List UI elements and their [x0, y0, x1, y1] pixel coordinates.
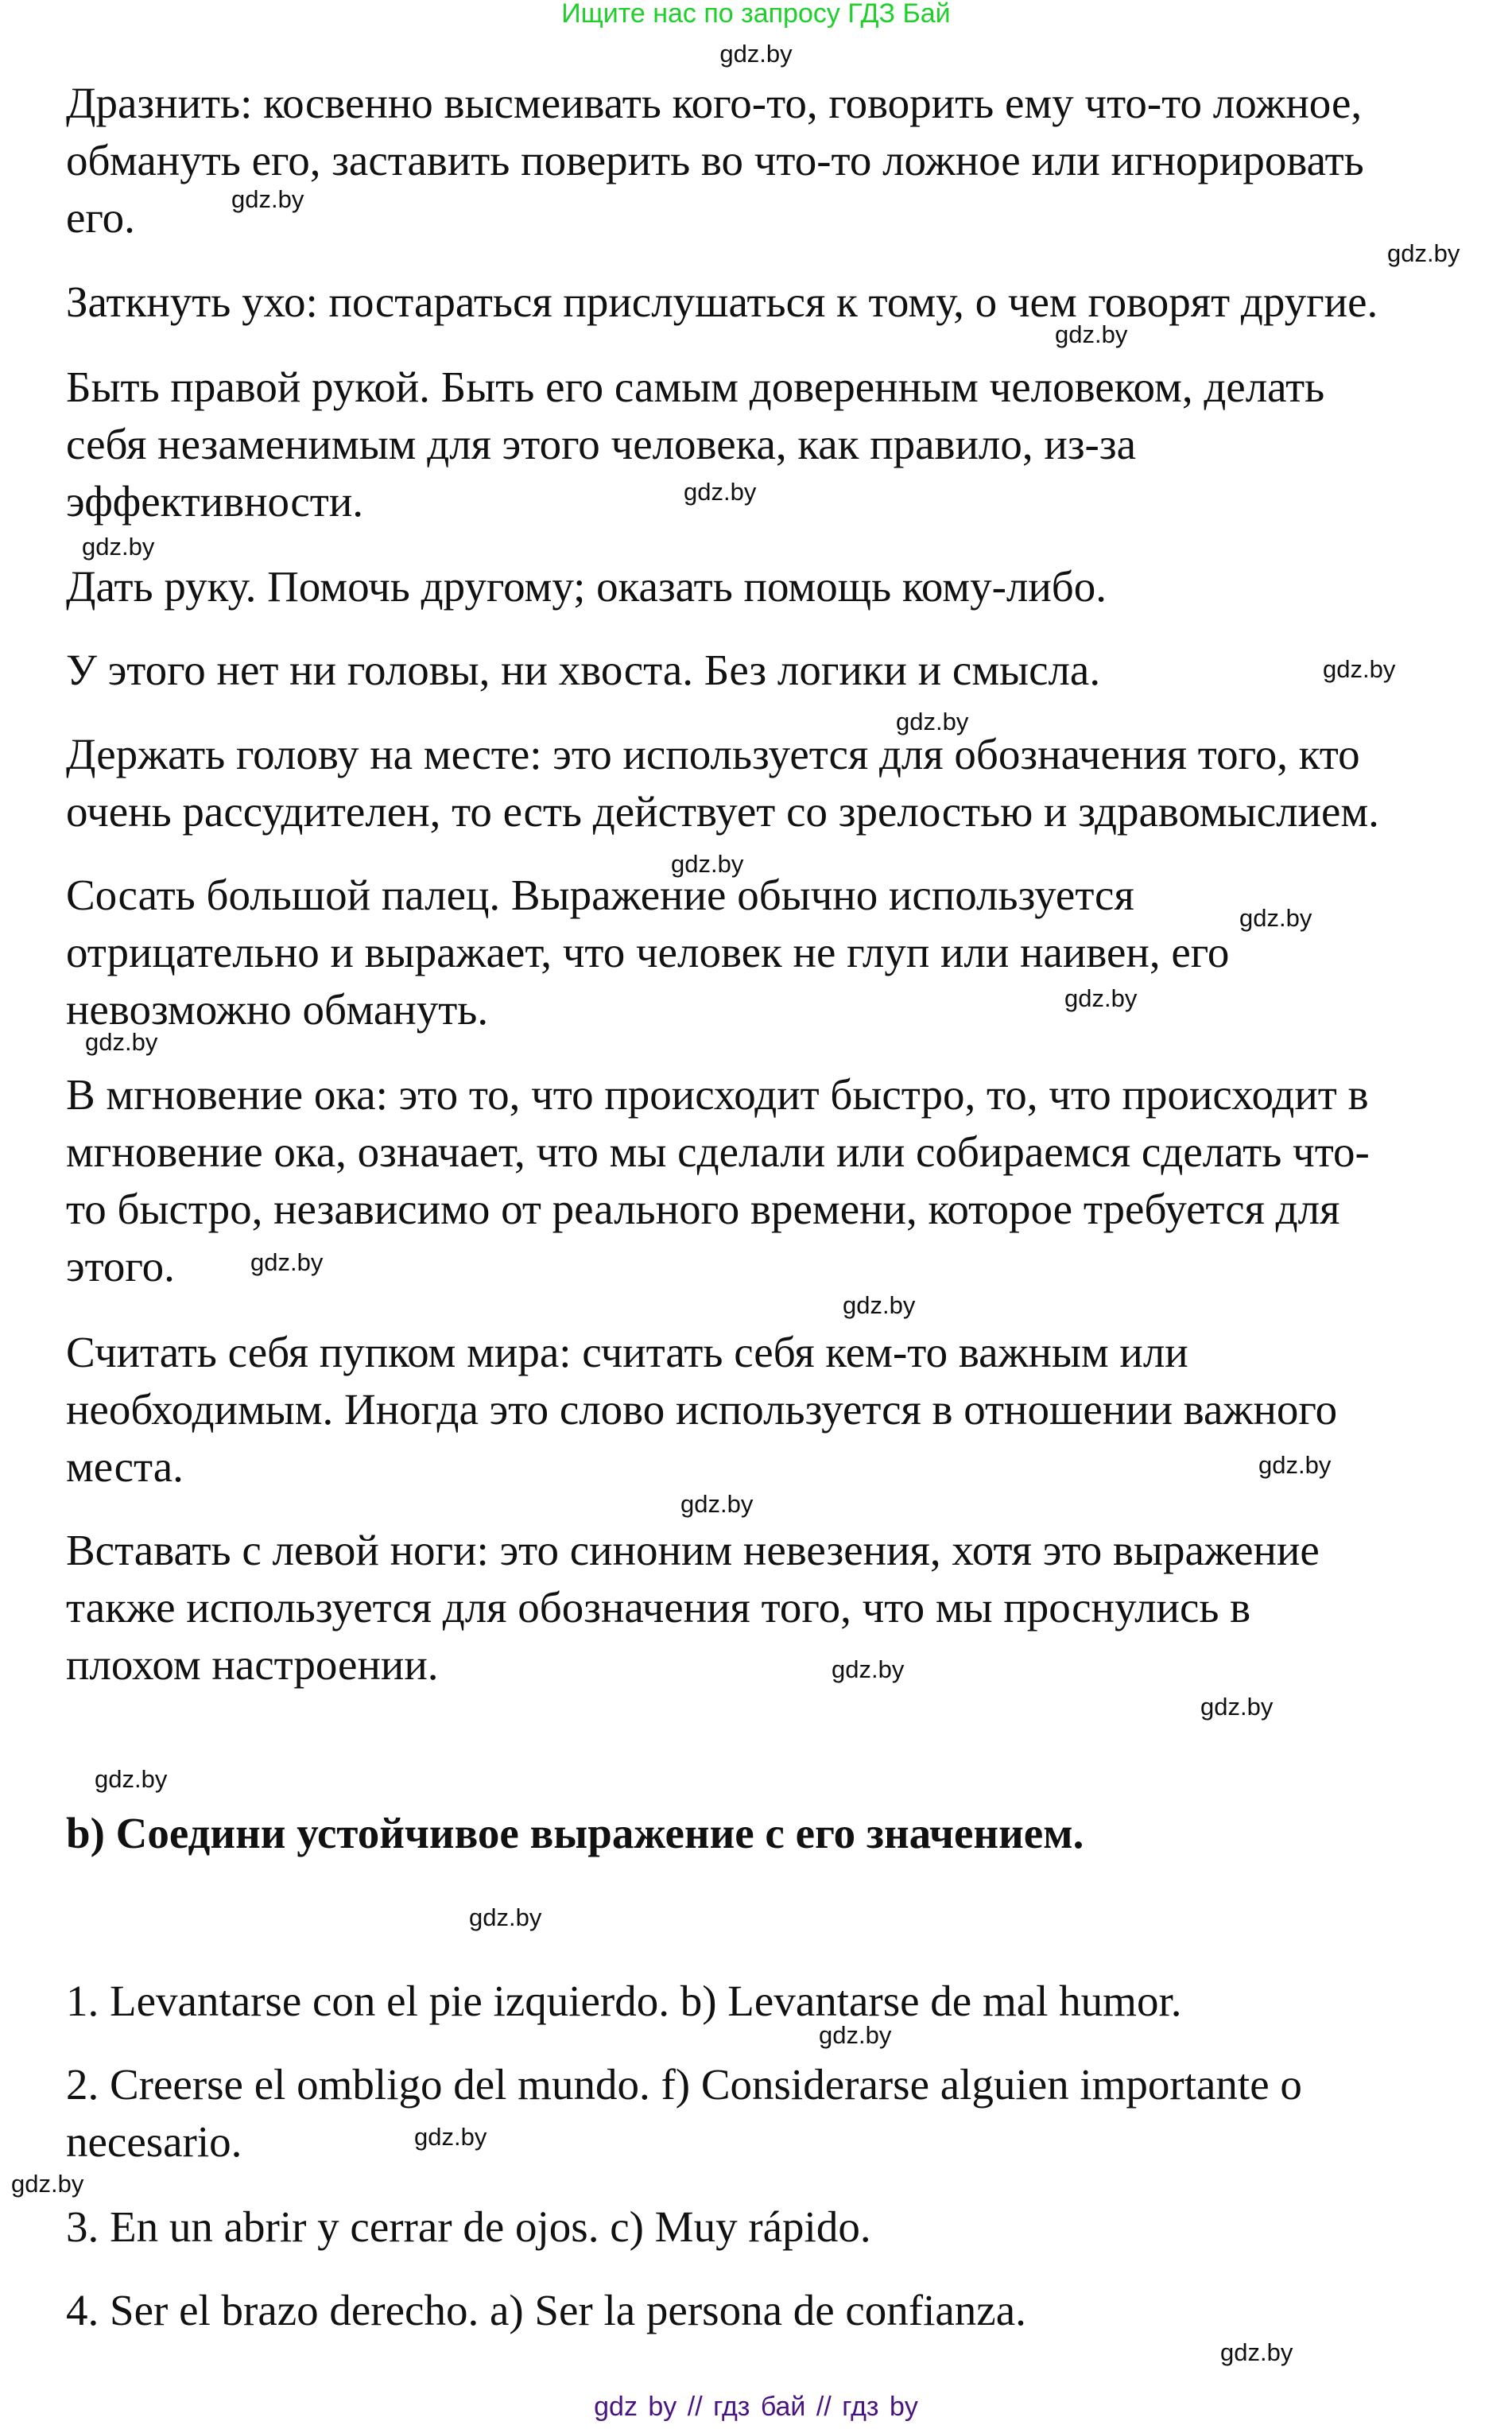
- text-line: Считать себя пупком мира: считать себя кем-то важным или: [66, 1328, 1188, 1376]
- text-line: Сосать большой палец. Выражение обычно используется: [66, 871, 1134, 919]
- watermark: gdz.by: [85, 1028, 158, 1056]
- text-line: necesario.: [66, 2117, 242, 2166]
- idiom-definition: [66, 274, 1378, 331]
- text-line: Дать руку. Помочь другому; оказать помощь кому-либо.: [66, 562, 1107, 611]
- watermark: gdz.by: [11, 2170, 84, 2198]
- text-line: отрицательно и выражает, что человек не глуп или наивен, его: [66, 928, 1230, 976]
- watermark: gdz.by: [1055, 320, 1128, 348]
- idiom-definition: [66, 75, 1364, 246]
- watermark: gdz.by: [1387, 239, 1460, 267]
- task-heading: b) Соедини устойчивое выражение с его значением.: [66, 1809, 1084, 1857]
- watermark: gdz.by: [896, 708, 969, 735]
- text-line: также используется для обозначения того, что мы проснулись в: [66, 1583, 1251, 1632]
- idiom-definition: [66, 1522, 1320, 1694]
- text-line: этого.: [66, 1242, 175, 1290]
- watermark: gdz.by: [1323, 655, 1396, 683]
- idiom-definition: [66, 558, 1107, 615]
- text-line: невозможно обмануть.: [66, 985, 489, 1034]
- text-line: В мгновение ока: это то, что происходит быстро, то, что происходит в: [66, 1070, 1369, 1119]
- text-line: 2. Creerse el ombligo del mundo. f) Considerarse alguien importante o: [66, 2060, 1302, 2109]
- watermark: gdz.by: [250, 1248, 324, 1276]
- watermark: gdz.by: [819, 2021, 892, 2049]
- text-line: Дразнить: косвенно высмеивать кого-то, говорить ему что-то ложное,: [66, 79, 1363, 127]
- watermark: gdz.by: [680, 1490, 754, 1518]
- watermark: gdz.by: [832, 1655, 905, 1683]
- watermark: gdz.by: [1064, 984, 1138, 1012]
- watermark: gdz.by: [1239, 904, 1312, 932]
- answer-item: [66, 2282, 1026, 2339]
- text-line: Держать голову на месте: это используется для обозначения того, кто: [66, 730, 1360, 778]
- watermark: gdz.by: [1200, 1693, 1274, 1721]
- watermark: gdz.by: [95, 1765, 168, 1793]
- text-line: необходимым. Иногда это слово используется в отношении важного: [66, 1385, 1338, 1434]
- watermark: gdz.by: [719, 40, 793, 68]
- watermark: gdz.by: [414, 2123, 487, 2151]
- footer-links[interactable]: gdz by // гдз бай // гдз by: [594, 2392, 918, 2422]
- text-line: очень рассудителен, то есть действует со зрелостью и здравомыслием.: [66, 787, 1379, 836]
- text-line: Вставать с левой ноги: это синоним невезения, хотя это выражение: [66, 1526, 1320, 1574]
- watermark: gdz.by: [82, 533, 155, 561]
- text-line: Заткнуть ухо: постараться прислушаться к тому, о чем говорят другие.: [66, 277, 1378, 326]
- idiom-definition: [66, 642, 1100, 699]
- text-line: У этого нет ни головы, ни хвоста. Без логики и смысла.: [66, 646, 1101, 694]
- watermark: gdz.by: [671, 850, 744, 878]
- text-line: 4. Ser el brazo derecho. a) Ser la persona de confianza.: [66, 2286, 1026, 2334]
- text-line: места.: [66, 1442, 184, 1491]
- answer-item: [66, 2198, 871, 2256]
- text-line: Быть правой рукой. Быть его самым доверенным человеком, делать: [66, 363, 1325, 411]
- answer-item: [66, 1973, 1182, 2030]
- text-line: 1. Levantarse con el pie izquierdo. b) Levantarse de mal humor.: [66, 1977, 1182, 2025]
- text-line: плохом настроении.: [66, 1640, 439, 1689]
- answer-item: [66, 2056, 1302, 2171]
- idiom-definition: [66, 1324, 1337, 1496]
- watermark: gdz.by: [469, 1903, 542, 1931]
- text-line: то быстро, независимо от реального времени, которое требуется для: [66, 1185, 1340, 1233]
- text-line: себя незаменимым для этого человека, как правило, из-за: [66, 420, 1136, 468]
- watermark: gdz.by: [684, 478, 757, 506]
- search-hint-banner: Ищите нас по запросу ГДЗ Бай: [561, 0, 951, 29]
- text-line: 3. En un abrir y cerrar de ojos. c) Muy rápido.: [66, 2202, 871, 2251]
- idiom-definition: [66, 867, 1229, 1038]
- watermark: gdz.by: [231, 185, 304, 213]
- idiom-definition: [66, 726, 1379, 840]
- text-line: его.: [66, 193, 135, 242]
- text-line: обмануть его, заставить поверить во что-то ложное или игнорировать: [66, 136, 1364, 184]
- text-line: эффективности.: [66, 477, 364, 526]
- watermark: gdz.by: [1258, 1451, 1332, 1479]
- watermark: gdz.by: [1220, 2338, 1293, 2366]
- text-line: мгновение ока, означает, что мы сделали или собираемся сделать что-: [66, 1127, 1370, 1176]
- watermark: gdz.by: [843, 1291, 916, 1319]
